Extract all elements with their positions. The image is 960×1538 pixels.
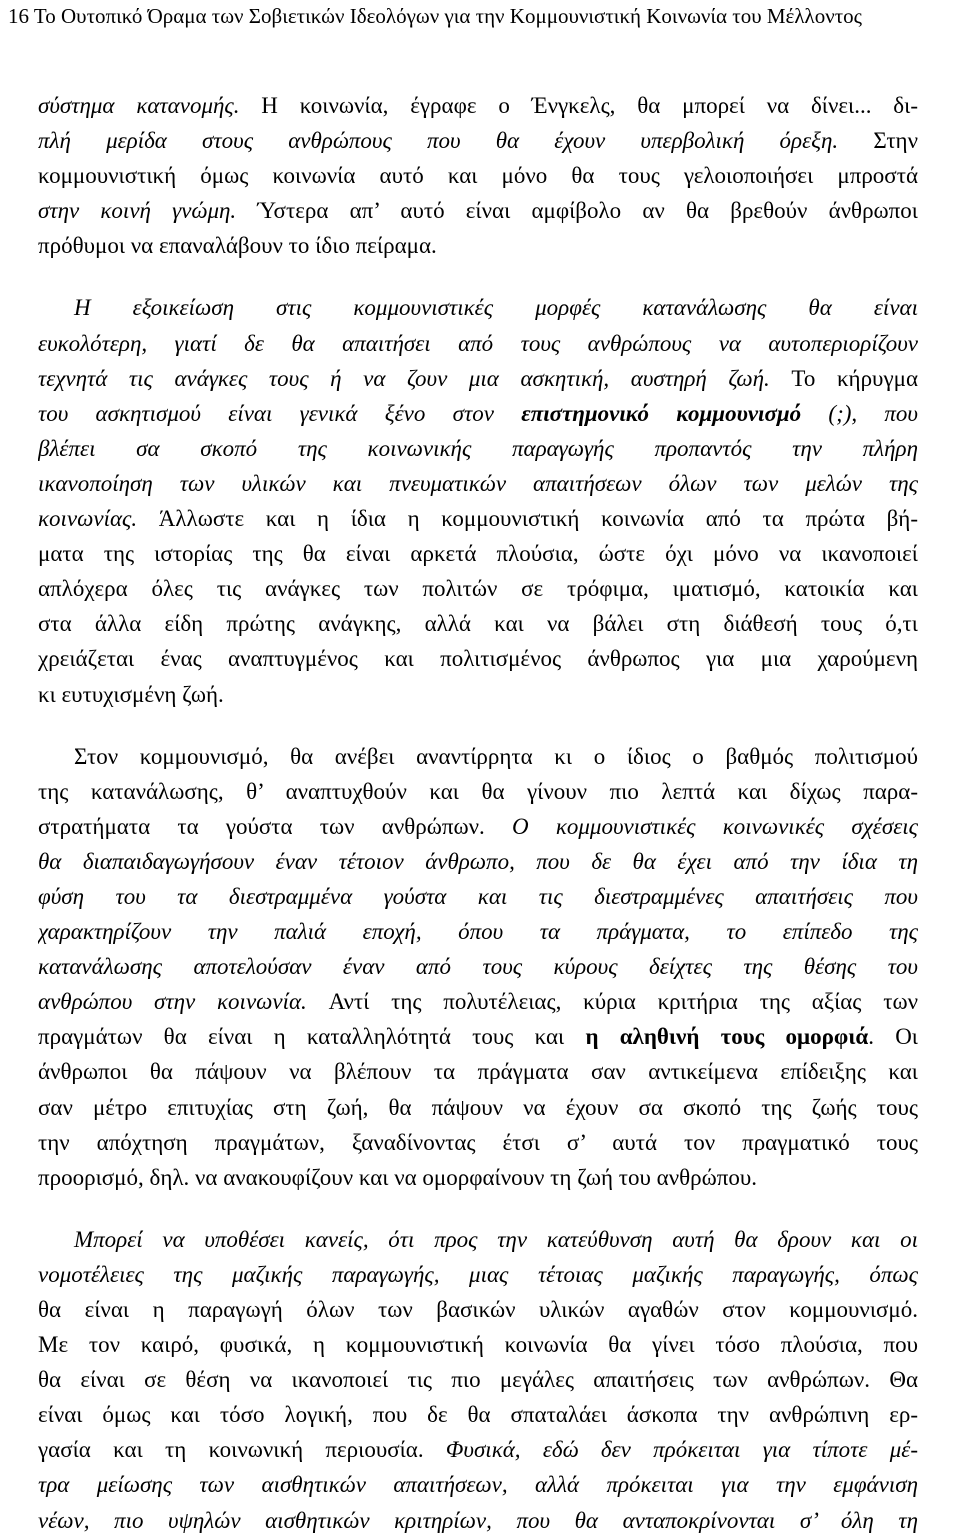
text-line [38,1222,918,1257]
text-segment: Ο κομμουνιστικές κοινωνικές σχέσεις [512,813,918,839]
text-line [38,914,918,949]
text-line [38,1257,918,1292]
text-segment: θα είναι σε θέση να ικανοποιεί τις πιο μεγάλες απαιτήσεις των ανθρώπων. Θα [38,1367,918,1393]
text-line [38,501,918,536]
text-line [38,1090,918,1125]
text-line [38,228,918,263]
body-text [38,88,918,1538]
text-segment: (;), που [801,400,918,426]
text-segment: χαρακτηρίζουν την παλιά εποχή, όπου τα πράγματα, το επίπεδο της [38,919,918,945]
paragraph-gap [38,1195,918,1222]
text-segment: Φυσικά, εδώ δεν πρόκειται για τίποτε μέ- [445,1437,918,1463]
text-line [38,606,918,641]
text-segment: . Οι [868,1024,918,1050]
text-segment: Στην [873,128,918,154]
text-line [38,774,918,809]
text-segment: προορισμό, δηλ. να ανακουφίζουν και να ομορφαίνουν τη ζωή του ανθρώπου. [38,1164,758,1190]
text-segment: νέων, πιο υψηλών αισθητικών κριτηρίων, που θα ανταποκρίνονται σ’ όλη τη [38,1507,918,1533]
text-line [38,1019,918,1054]
text-segment: φύση του τα διεστραμμένα γούστα και τις διεστραμμένες απαιτήσεις που [38,883,918,909]
text-line [38,1503,918,1538]
text-segment: Αντί της πολυτέλειας, κύρια κριτήρια της αξίας των [328,989,918,1015]
paragraph-gap [38,263,918,290]
text-line [38,949,918,984]
text-segment: ματα της ιστορίας της θα είναι αρκετά πλούσια, ώστε όχι μόνο να ικανοποιεί [38,541,918,567]
text-line [38,641,918,676]
text-segment: σύστημα κατανομής. [38,93,262,118]
text-segment: άνθρωποι θα πάψουν να βλέπουν τα πράγματα σαν αντικείμενα επίδειξης και [38,1059,918,1085]
text-segment: στρατήματα τα γούστα των ανθρώπων. [38,813,512,839]
text-line [38,1362,918,1397]
text-segment: του ασκητισμού είναι γενικά ξένο στον [38,400,522,426]
text-segment: Μπορεί να υποθέσει κανείς, ότι προς την κατεύθυνση αυτή θα δρουν και οι [74,1226,918,1252]
text-line [38,809,918,844]
text-segment: κοινωνίας. [38,506,159,532]
text-segment: νομοτέλειες της μαζικής παραγωγής, μιας τέτοιας μαζικής παραγωγής, όπως [38,1261,918,1287]
text-line [38,1054,918,1089]
text-segment: κι ευτυχισμένη ζωή. [38,681,224,707]
text-segment: την απόχτηση πραγμάτων, ξαναδίνοντας έτσι σ’ αυτά τον πραγματικό τους [38,1129,918,1155]
text-line [38,396,918,431]
text-line [38,88,918,123]
text-line [38,193,918,228]
text-segment: χρειάζεται ένας αναπτυγμένος και πολιτισμένος άνθρωπος για μια χαρούμενη [38,646,918,672]
text-segment: Η εξοικείωση στις κομμουνιστικές μορφές κατανάλωσης θα είναι [74,295,918,321]
text-segment: σαν μέτρο επιτυχίας στη ζωή, θα πάψουν να έχουν σα σκοπό της ζωής τους [38,1094,918,1120]
text-line [38,123,918,158]
text-segment: γασία και τη κοινωνική περιουσία. [38,1437,446,1463]
text-segment: τεχνητά τις ανάγκες τους ή να ζουν μια ασκητική, αυστηρή ζωή. [38,365,792,391]
text-segment: ανθρώπου στην κοινωνία. [38,989,329,1015]
text-segment: πραγμάτων θα είναι η καταλληλότητά τους και [38,1024,586,1050]
text-segment: είναι όμως και τόσο λογική, που δε θα σπαταλάει άσκοπα την ανθρώπινη ερ- [38,1402,918,1428]
text-segment: Άλλωστε και η ίδια η κομμουνιστική κοινωνία από τα πρώτα βή- [158,506,918,532]
text-line [38,1432,918,1467]
text-line [38,1467,918,1502]
text-line [38,1160,918,1195]
bold-text: επιστημονικό κομμουνισμό [521,400,802,426]
text-segment: Στον κομμουνισμό, θα ανέβει αναντίρρητα κι ο ίδιος ο βαθμός πολιτισμού [74,743,918,769]
text-line [38,1292,918,1327]
text-line [38,158,918,193]
text-segment: τρα μείωσης των αισθητικών απαιτήσεων, αλλά πρόκειται για την εμφάνιση [38,1472,918,1498]
text-line [38,431,918,466]
text-line [38,1125,918,1160]
paragraph-gap [38,712,918,739]
text-segment: Το κήρυγμα [791,365,918,391]
text-line [38,984,918,1019]
text-segment: στα άλλα είδη πρώτης ανάγκης, αλλά και να βάλει στη διάθεσή τους ό,τι [38,611,918,637]
text-segment: στην κοινή γνώμη. [38,198,258,224]
text-segment: ικανοποίηση των υλικών και πνευματικών απαιτήσεων όλων των μελών της [38,470,918,496]
text-segment: κομμουνιστική όμως κοινωνία αυτό και μόνο θα τους γελοιοποιήσει μπροστά [38,163,918,189]
text-line [38,290,918,325]
text-line [38,677,918,712]
text-segment: Η κοινωνία, έγραφε ο Ένγκελς, θα μπορεί να δίνει... δι- [261,93,918,118]
text-line [38,326,918,361]
text-line [38,536,918,571]
text-line [38,361,918,396]
text-segment: βλέπει σα σκοπό της κοινωνικής παραγωγής προπαντός την πλήρη [38,435,918,461]
text-segment: πρόθυμοι να επαναλάβουν το ίδιο πείραμα. [38,233,437,259]
text-segment: απλόχερα όλες τις ανάγκες των πολιτών σε τρόφιμα, ιματισμό, κατοικία και [38,576,918,602]
bold-text: η αληθινή τους ομορφιά [585,1024,869,1050]
text-line [38,466,918,501]
running-header: 16 Το Ουτοπικό Όραμα των Σοβιετικών Ιδεολόγων για την Κομμουνιστική Κοινωνία του Μέλλοντος [8,4,862,28]
text-line [38,739,918,774]
text-segment: Με τον καιρό, φυσικά, η κομμουνιστική κοινωνία θα γίνει τόσο πλούσια, που [38,1332,918,1358]
text-segment: θα είναι η παραγωγή όλων των βασικών υλικών αγαθών στον κομμουνισμό. [38,1297,918,1322]
text-line [38,571,918,606]
text-line [38,844,918,879]
text-segment: κατανάλωσης αποτελούσαν έναν από τους κύρους δείχτες της θέσης του [38,954,918,980]
text-segment: θα διαπαιδαγωγήσουν έναν τέτοιον άνθρωπο, που δε θα έχει από την ίδια τη [38,848,918,874]
text-segment: Ύστερα απ’ αυτό είναι αμφίβολο αν θα βρεθούν άνθρωποι [257,198,918,224]
text-segment: της κατανάλωσης, θ’ αναπτυχθούν και θα γίνουν πιο λεπτά και δίχως παρα- [38,778,918,804]
text-line [38,879,918,914]
text-segment: ευκολότερη, γιατί δε θα απαιτήσει από τους ανθρώπους να αυτοπεριορίζουν [38,330,918,356]
text-line [38,1397,918,1432]
text-segment: πλή μερίδα στους ανθρώπους που θα έχουν υπερβολική όρεξη. [38,128,874,154]
text-line [38,1327,918,1362]
